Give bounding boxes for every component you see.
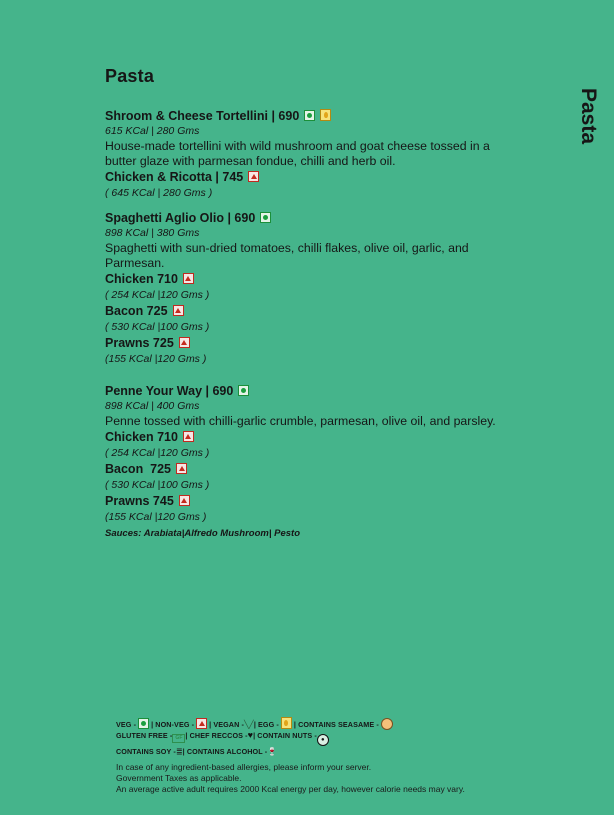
menu-item-aglio-olio — [105, 211, 535, 367]
addon-name: Chicken 710 — [105, 430, 178, 444]
nonveg-icon — [179, 337, 190, 348]
veg-icon — [304, 110, 315, 121]
sauces-line: Sauces: Arabiata|Alfredo Mushroom| Pesto — [105, 528, 301, 539]
nuts-icon: ● — [317, 734, 329, 746]
soy-icon: ≣ — [175, 747, 183, 756]
egg-icon — [320, 109, 331, 121]
addon-calories: ( 530 KCal |100 Gms ) — [105, 479, 210, 491]
item-description: Spaghetti with sun-dried tomatoes, chilli flakes, olive oil, garlic, and Parmesan. — [105, 241, 469, 270]
addon-name: Prawns 725 — [105, 336, 174, 350]
addon-name: Prawns 745 — [105, 494, 174, 508]
addon-name: Chicken 710 — [105, 272, 178, 286]
addon-calories: ( 530 KCal |100 Gms ) — [105, 321, 210, 333]
heart-icon: ♥ — [247, 730, 254, 740]
legend-gluten-free-label: GLUTEN FREE - — [116, 731, 173, 740]
legend-chef-label: | CHEF RECCOS - — [185, 731, 248, 740]
legend-veg-label: VEG - — [116, 720, 137, 729]
allergy-note: In case of any ingredient-based allergies, please inform your server. — [116, 762, 372, 772]
item-calories: 615 KCal | 280 Gms — [105, 125, 200, 137]
legend-soy-label: CONTAINS SOY - — [116, 747, 176, 756]
alcohol-glass-icon: 🍷 — [267, 747, 278, 756]
veg-icon — [138, 718, 149, 729]
page-title: Pasta — [105, 66, 155, 86]
addon-name: Bacon 725 — [105, 304, 168, 318]
veg-icon — [260, 212, 271, 223]
gluten-free-icon: GF — [172, 734, 185, 743]
addon-calories: (155 KCal |120 Gms ) — [105, 353, 207, 365]
item-description: House-made tortellini with wild mushroom and goat cheese tossed in a butter glaze with parmesan fondue, chilli and herb oil. — [105, 139, 490, 168]
item-calories: 898 KCal | 400 Gms — [105, 400, 200, 412]
egg-icon — [281, 717, 292, 729]
nonveg-icon — [173, 305, 184, 316]
nonveg-icon — [196, 718, 207, 729]
legend-nonveg-label: | NON-VEG - — [151, 720, 195, 729]
legend-vegan-label: | VEGAN - — [209, 720, 244, 729]
legend-egg-label: | EGG - — [253, 720, 279, 729]
nonveg-icon — [179, 495, 190, 506]
dietary-legend — [116, 717, 536, 757]
nonveg-icon — [248, 171, 259, 182]
menu-item-penne — [105, 384, 535, 539]
addon-calories: ( 254 KCal |120 Gms ) — [105, 447, 210, 459]
nonveg-icon — [183, 431, 194, 442]
vegan-leaf-icon: ╲╱ — [243, 720, 254, 729]
sesame-icon — [381, 718, 393, 730]
item-description: Penne tossed with chilli-garlic crumble, parmesan, olive oil, and parsley. — [105, 414, 496, 428]
addon-name: Bacon 725 — [105, 462, 172, 476]
calorie-note: An average active adult requires 2000 Kcal energy per day, however calorie needs may vary. — [116, 784, 465, 794]
legend-sesame-label: | CONTAINS SEASAME - — [293, 720, 379, 729]
addon-calories: (155 KCal |120 Gms ) — [105, 511, 207, 523]
legend-nuts-label: | CONTAIN NUTS - — [253, 731, 317, 740]
side-section-title: Pasta — [577, 88, 600, 145]
nonveg-icon — [183, 273, 194, 284]
nonveg-icon — [176, 463, 187, 474]
tax-note: Government Taxes as applicable. — [116, 773, 242, 783]
addon-name: Chicken & Ricotta | 745 — [105, 170, 244, 184]
menu-item-tortellini — [105, 109, 535, 201]
item-calories: 898 KCal | 380 Gms — [105, 227, 200, 239]
item-name: Spaghetti Aglio Olio | 690 — [105, 211, 256, 225]
item-name: Penne Your Way | 690 — [105, 384, 234, 398]
item-name: Shroom & Cheese Tortellini | 690 — [105, 109, 300, 123]
addon-calories: ( 254 KCal |120 Gms ) — [105, 289, 210, 301]
veg-icon — [238, 385, 249, 396]
footer-notes — [116, 762, 536, 795]
legend-alcohol-label: | CONTAINS ALCOHOL - — [182, 747, 268, 756]
addon-calories: ( 645 KCal | 280 Gms ) — [105, 187, 213, 199]
